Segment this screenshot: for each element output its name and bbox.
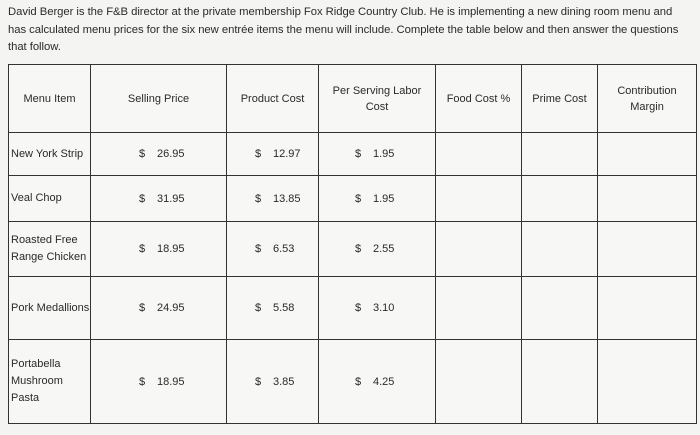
- selling-price-cell: [91, 277, 227, 340]
- currency-symbol: $: [139, 148, 146, 160]
- menu-item-name: [9, 176, 91, 222]
- prime-cost-cell[interactable]: [522, 277, 598, 340]
- selling-price-value: 26.95: [157, 148, 185, 160]
- currency-symbol: $: [139, 375, 146, 388]
- menu-item-label: Veal Chop: [11, 192, 62, 204]
- currency-symbol: $: [355, 148, 362, 160]
- header-product-cost: Product Cost: [227, 65, 319, 133]
- selling-price-value: 31.95: [157, 192, 185, 205]
- menu-item-label: Portabella Mushroom Pasta: [11, 358, 63, 404]
- menu-item-label: New York Strip: [11, 147, 84, 160]
- labor-cost-cell: [319, 222, 436, 277]
- table-row: [9, 176, 697, 222]
- menu-item-name: [9, 133, 91, 176]
- product-cost-cell: [227, 133, 319, 176]
- product-cost-cell: [227, 277, 319, 340]
- table-row: [9, 340, 697, 424]
- menu-item-label: Pork Medallions: [11, 301, 90, 314]
- prime-cost-cell[interactable]: [522, 340, 598, 424]
- currency-symbol: $: [355, 243, 362, 255]
- contribution-margin-cell[interactable]: [598, 176, 697, 222]
- labor-cost-cell: [319, 176, 436, 222]
- labor-cost-cell: [319, 340, 436, 424]
- currency-symbol: $: [255, 243, 262, 255]
- labor-cost-cell: [319, 277, 436, 340]
- labor-cost-value: 1.95: [373, 192, 395, 205]
- contribution-margin-cell[interactable]: [598, 222, 697, 277]
- currency-symbol: $: [255, 375, 262, 388]
- product-cost-value: 3.85: [273, 375, 295, 388]
- header-prime-cost: Prime Cost: [522, 65, 598, 133]
- menu-item-name: [9, 222, 91, 277]
- currency-symbol: $: [355, 302, 362, 314]
- selling-price-value: 18.95: [157, 243, 185, 255]
- labor-cost-cell: [319, 133, 436, 176]
- header-food-cost-pct: Food Cost %: [436, 65, 522, 133]
- selling-price-cell: [91, 222, 227, 277]
- selling-price-cell: [91, 176, 227, 222]
- product-cost-value: 6.53: [273, 243, 295, 255]
- prime-cost-cell[interactable]: [522, 133, 598, 176]
- header-selling-price: Selling Price: [91, 65, 227, 133]
- prime-cost-cell[interactable]: [522, 176, 598, 222]
- food-cost-pct-cell[interactable]: [436, 277, 522, 340]
- selling-price-value: 18.95: [157, 375, 185, 388]
- prime-cost-cell[interactable]: [522, 222, 598, 277]
- currency-symbol: $: [355, 375, 362, 388]
- selling-price-value: 24.95: [157, 302, 185, 314]
- labor-cost-value: 4.25: [373, 375, 395, 388]
- currency-symbol: $: [255, 148, 262, 160]
- currency-symbol: $: [139, 192, 146, 205]
- product-cost-cell: [227, 222, 319, 277]
- instructions-text: David Berger is the F&B director at the private membership Fox Ridge Country Club. He is implementing a new dining room menu and has calculated menu prices for the six new entrée items the menu will include. Complete the table below and then answer the questions that follow.: [8, 6, 679, 53]
- product-cost-value: 13.85: [273, 192, 301, 205]
- product-cost-cell: [227, 176, 319, 222]
- selling-price-cell: [91, 340, 227, 424]
- menu-item-name: [9, 277, 91, 340]
- labor-cost-value: 1.95: [373, 148, 395, 160]
- currency-symbol: $: [255, 192, 262, 205]
- food-cost-pct-cell[interactable]: [436, 222, 522, 277]
- header-contribution-margin: Contribution Margin: [598, 65, 697, 133]
- header-menu-item: Menu Item: [9, 65, 91, 133]
- food-cost-pct-cell[interactable]: [436, 340, 522, 424]
- contribution-margin-cell[interactable]: [598, 340, 697, 424]
- product-cost-cell: [227, 340, 319, 424]
- menu-item-name: [9, 340, 91, 424]
- currency-symbol: $: [139, 302, 146, 314]
- currency-symbol: $: [255, 302, 262, 314]
- table-row: [9, 277, 697, 340]
- menu-pricing-table: [8, 64, 697, 424]
- selling-price-cell: [91, 133, 227, 176]
- menu-item-label: Roasted Free Range Chicken: [11, 234, 87, 263]
- food-cost-pct-cell[interactable]: [436, 176, 522, 222]
- table-header-row: [9, 65, 697, 133]
- product-cost-value: 12.97: [273, 148, 301, 160]
- table-row: [9, 222, 697, 277]
- food-cost-pct-cell[interactable]: [436, 133, 522, 176]
- currency-symbol: $: [139, 243, 146, 255]
- product-cost-value: 5.58: [273, 302, 295, 314]
- labor-cost-value: 2.55: [373, 243, 395, 255]
- header-labor-cost: Per Serving Labor Cost: [319, 65, 436, 133]
- contribution-margin-cell[interactable]: [598, 277, 697, 340]
- currency-symbol: $: [355, 192, 362, 205]
- labor-cost-value: 3.10: [373, 302, 395, 314]
- contribution-margin-cell[interactable]: [598, 133, 697, 176]
- table-row: [9, 133, 697, 176]
